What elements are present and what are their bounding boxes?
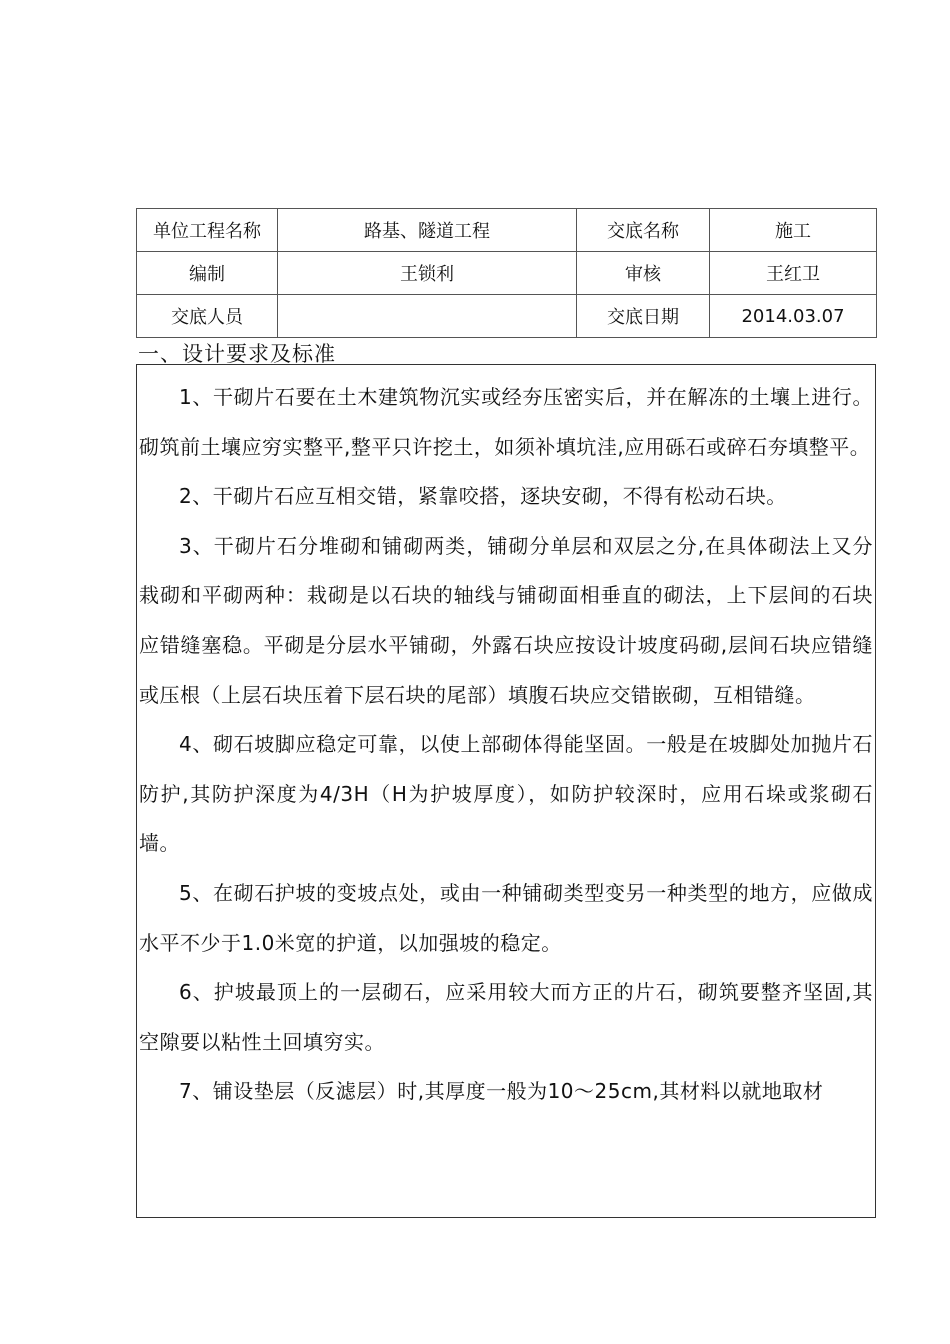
table-cell — [278, 295, 577, 338]
table-cell: 交底人员 — [137, 295, 278, 338]
table-cell: 交底名称 — [577, 209, 710, 252]
table-cell: 审核 — [577, 252, 710, 295]
paragraph: 5、在砌石护坡的变坡点处，或由一种铺砌类型变另一种类型的地方，应做成水平不少于1.0米宽的护道，以加强坡的稳定。 — [139, 880, 873, 955]
table-cell: 2014.03.07 — [710, 295, 877, 338]
paragraph: 3、干砌片石分堆砌和铺砌两类，铺砌分单层和双层之分,在具体砌法上又分栽砌和平砌两种：栽砌是以石块的轴线与铺砌面相垂直的砌法，上下层间的石块应错缝塞稳。平砌是分层水平铺砌，外露石块应按设计坡度码砌,层间石块应错缝或压根（上层石块压着下层石块的尾部）填腹石块应交错嵌砌，互相错缝。 — [139, 533, 873, 707]
header-table — [136, 208, 877, 338]
table-row — [137, 252, 877, 295]
table-cell: 王红卫 — [710, 252, 877, 295]
content-box — [136, 364, 876, 1218]
table-row — [137, 209, 877, 252]
table-cell: 单位工程名称 — [137, 209, 278, 252]
paragraph: 6、护坡最顶上的一层砌石，应采用较大而方正的片石，砌筑要整齐坚固,其空隙要以粘性土回填穷实。 — [139, 980, 873, 1054]
table-cell: 编制 — [137, 252, 278, 295]
paragraph: 2、干砌片石应互相交错，紧靠咬搭，逐块安砌，不得有松动石块。 — [179, 484, 787, 509]
section-title: 一、设计要求及标准 — [138, 342, 336, 366]
table-row — [137, 295, 877, 338]
table-cell: 王锁利 — [278, 252, 577, 295]
table-cell: 施工 — [710, 209, 877, 252]
table-cell: 交底日期 — [577, 295, 710, 338]
paragraph: 1、干砌片石要在土木建筑物沉实或经夯压密实后，并在解冻的土壤上进行。砌筑前土壤应穷实整平,整平只许挖土，如须补填坑洼,应用砾石或碎石夯填整平。 — [139, 385, 873, 459]
paragraph: 7、铺设垫层（反滤层）时,其厚度一般为10〜25cm,其材料以就地取材 — [179, 1079, 824, 1104]
paragraph: 4、砌石坡脚应稳定可靠，以使上部砌体得能坚固。一般是在坡脚处加抛片石防护,其防护深度为4/3H（H为护坡厚度），如防护较深时，应用石垛或浆砌石墙。 — [139, 732, 873, 856]
table-cell: 路基、隧道工程 — [278, 209, 577, 252]
